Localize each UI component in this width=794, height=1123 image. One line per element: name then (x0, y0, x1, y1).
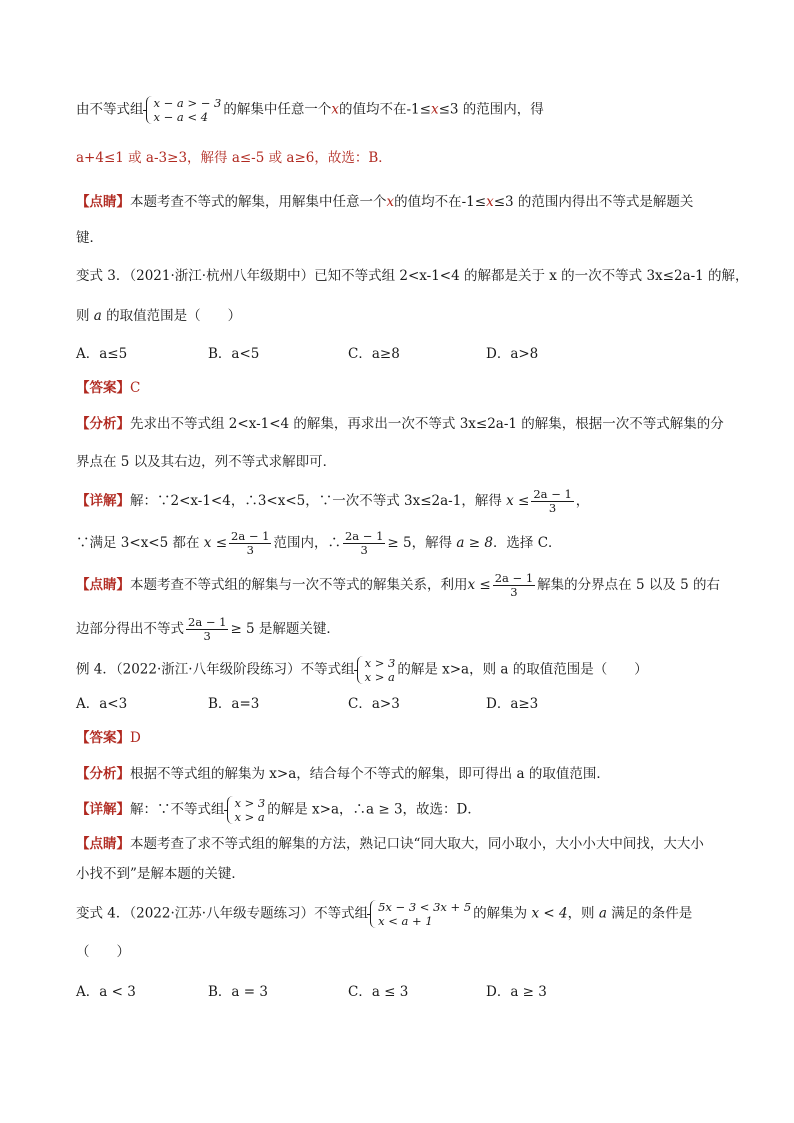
system-row: 5x − 3 < 3x + 5 (378, 900, 472, 914)
fraction-denominator: 3 (510, 585, 518, 599)
question-variant-3-line-2 (76, 306, 241, 326)
text: 的值均不在-1≤ (338, 101, 431, 118)
answer-variant-3 (76, 378, 140, 398)
text: 的解是 x>a，则 a 的取值范围是（ ） (397, 661, 648, 678)
section-label: 【分析】 (76, 766, 130, 782)
option-b[interactable]: B．a = 3 (208, 984, 268, 1000)
text: 本题考查不等式组的解集与一次不等式的解集关系，利用 (130, 577, 468, 593)
answer-example-4 (76, 728, 141, 748)
text: ≤3 的范围内，得 (438, 101, 544, 118)
fraction-numerator: 2a − 1 (188, 615, 227, 629)
variable: x (331, 101, 339, 118)
text: ，则 (567, 905, 595, 922)
text: 边部分得出不等式 (76, 621, 184, 637)
text: ∵满足 3<x<5 都在 (76, 535, 200, 551)
section-label: 【点睛】 (76, 577, 130, 593)
variable: a (598, 905, 607, 922)
inequality-system (227, 796, 266, 824)
variable: x (430, 101, 439, 118)
key-point-line-1 (76, 192, 693, 212)
detail-example-4 (76, 796, 481, 824)
text: 的值均不在-1≤ (394, 194, 487, 210)
text: 则 (76, 308, 90, 324)
math-lhs: x ≤ (467, 577, 491, 593)
fraction-denominator: 3 (548, 501, 557, 515)
fraction (531, 488, 573, 515)
text: 的解集为 (473, 905, 528, 922)
section-label: 【分析】 (76, 416, 130, 432)
math-lhs: x ≤ (203, 535, 228, 551)
question-variant-3: 变式 3．（2021·浙江·杭州八年级期中）已知不等式组 2<x-1<4 的解都是关于 x 的一次不等式 3x≤2a-1 的解， (76, 268, 749, 284)
text: ， (575, 493, 590, 509)
key-point-line-3 (76, 572, 720, 599)
variable: a (93, 308, 102, 324)
text: 例 4．（2022·浙江·八年级阶段练习）不等式组 (76, 661, 355, 678)
variable: x (386, 194, 395, 210)
fraction-numerator: 2a − 1 (494, 571, 534, 585)
option-a[interactable]: A．a<3 (76, 696, 128, 712)
text: 的取值范围是（ ） (106, 308, 242, 324)
fraction-numerator: 2a − 1 (533, 487, 572, 501)
text: 由不等式组 (76, 101, 144, 118)
fraction (493, 572, 535, 599)
section-label: 【点睛】 (76, 836, 130, 852)
analysis-line-1 (76, 414, 724, 434)
section-label: 【点睛】 (76, 194, 130, 210)
text: 的解集中任意一个 (223, 101, 332, 118)
text: 根据不等式组的解集为 x>a，结合每个不等式的解集，即可得出 a 的取值范围． (130, 766, 610, 782)
text: 满足的条件是 (611, 905, 693, 922)
text: 本题考查不等式的解集，用解集中任意一个 (130, 194, 387, 210)
text: ≥ 5，解得 (387, 535, 453, 551)
option-c[interactable]: C．a ≤ 3 (348, 984, 409, 1000)
key-point-line-5 (76, 834, 704, 854)
section-label: 【答案】 (76, 730, 130, 746)
text: 的解是 x>a，∴a ≥ 3，故选：D． (267, 801, 481, 818)
option-c[interactable]: C．a≥8 (348, 346, 400, 362)
inequality-system (370, 900, 471, 928)
section-label: 【答案】 (76, 380, 130, 396)
key-point-line-6: 小找不到”是解本题的关键． (76, 866, 245, 882)
system-row: x > a (234, 810, 265, 824)
text: 变式 4．（2022·江苏·八年级专题练习）不等式组 (76, 905, 369, 922)
fraction (186, 616, 228, 643)
fraction-numerator: 2a − 1 (344, 529, 384, 543)
key-point-line-2: 键． (76, 230, 103, 246)
option-a[interactable]: A．a < 3 (76, 984, 136, 1000)
text: 解：∵不等式组 (130, 801, 225, 818)
system-row: x > 3 (234, 796, 266, 810)
analysis-example-4 (76, 764, 610, 784)
text: ≥ 5 是解题关键． (230, 621, 340, 637)
math-result: a ≥ 8 (456, 535, 493, 551)
section-label: 【详解】 (76, 493, 130, 509)
option-b[interactable]: B．a<5 (208, 346, 260, 362)
option-d[interactable]: D．a ≥ 3 (486, 984, 547, 1000)
question-variant-4-line-2: （ ） (76, 944, 130, 960)
system-row: x > 3 (364, 656, 396, 670)
option-b[interactable]: B．a=3 (208, 696, 260, 712)
text: 先求出不等式组 2<x-1<4 的解集，再求出一次不等式 3x≤2a-1 的解集，根据一次不等式解集的分 (130, 416, 724, 432)
question-example-4 (76, 656, 648, 684)
inequality-system (146, 96, 222, 124)
analysis-line-2: 界点在 5 以及其右边，列不等式求解即可． (76, 454, 337, 470)
text: ≤3 的范围内得出不等式是解题关 (493, 194, 694, 210)
question-variant-4 (76, 900, 692, 928)
option-d[interactable]: D．a>8 (486, 346, 539, 362)
option-a[interactable]: A．a≤5 (76, 346, 128, 362)
answer-value: C (130, 380, 141, 396)
text: 解：∵2<x-1<4，∴3<x<5，∵一次不等式 3x≤2a-1，解得 (130, 493, 502, 509)
text: ．选择 C． (492, 535, 562, 551)
system-row: x − a > − 3 (153, 96, 222, 110)
section-label: 【详解】 (76, 801, 130, 818)
system-row: x > a (364, 670, 395, 684)
fraction (343, 530, 385, 557)
math-result: x < 4 (531, 905, 568, 922)
inequality-system (357, 656, 396, 684)
option-c[interactable]: C．a>3 (348, 696, 400, 712)
text: 解集的分界点在 5 以及 5 的右 (537, 577, 720, 593)
detail-line-2 (76, 530, 562, 557)
answer-value: D (130, 730, 141, 746)
fraction-denominator: 3 (203, 629, 211, 643)
fraction (229, 530, 271, 557)
math-lhs: x ≤ (506, 493, 530, 509)
text: 本题考查了求不等式组的解集的方法，熟记口诀“同大取大，同小取小，大小小大中间找，大大小 (130, 836, 704, 852)
fraction-denominator: 3 (360, 543, 368, 557)
detail-line-1 (76, 488, 589, 515)
system-row: x − a < 4 (153, 110, 209, 124)
system-row: x < a + 1 (378, 914, 433, 928)
key-point-line-4 (76, 616, 340, 643)
option-d[interactable]: D．a≥3 (486, 696, 539, 712)
fraction-numerator: 2a − 1 (231, 529, 270, 543)
text: 范围内，∴ (273, 535, 341, 551)
solution-line-2: a+4≤1 或 a-3≥3，解得 a≤-5 或 a≥6，故选：B． (76, 150, 392, 166)
variable: x (486, 194, 494, 210)
solution-line-1 (76, 96, 544, 124)
fraction-denominator: 3 (246, 543, 254, 557)
